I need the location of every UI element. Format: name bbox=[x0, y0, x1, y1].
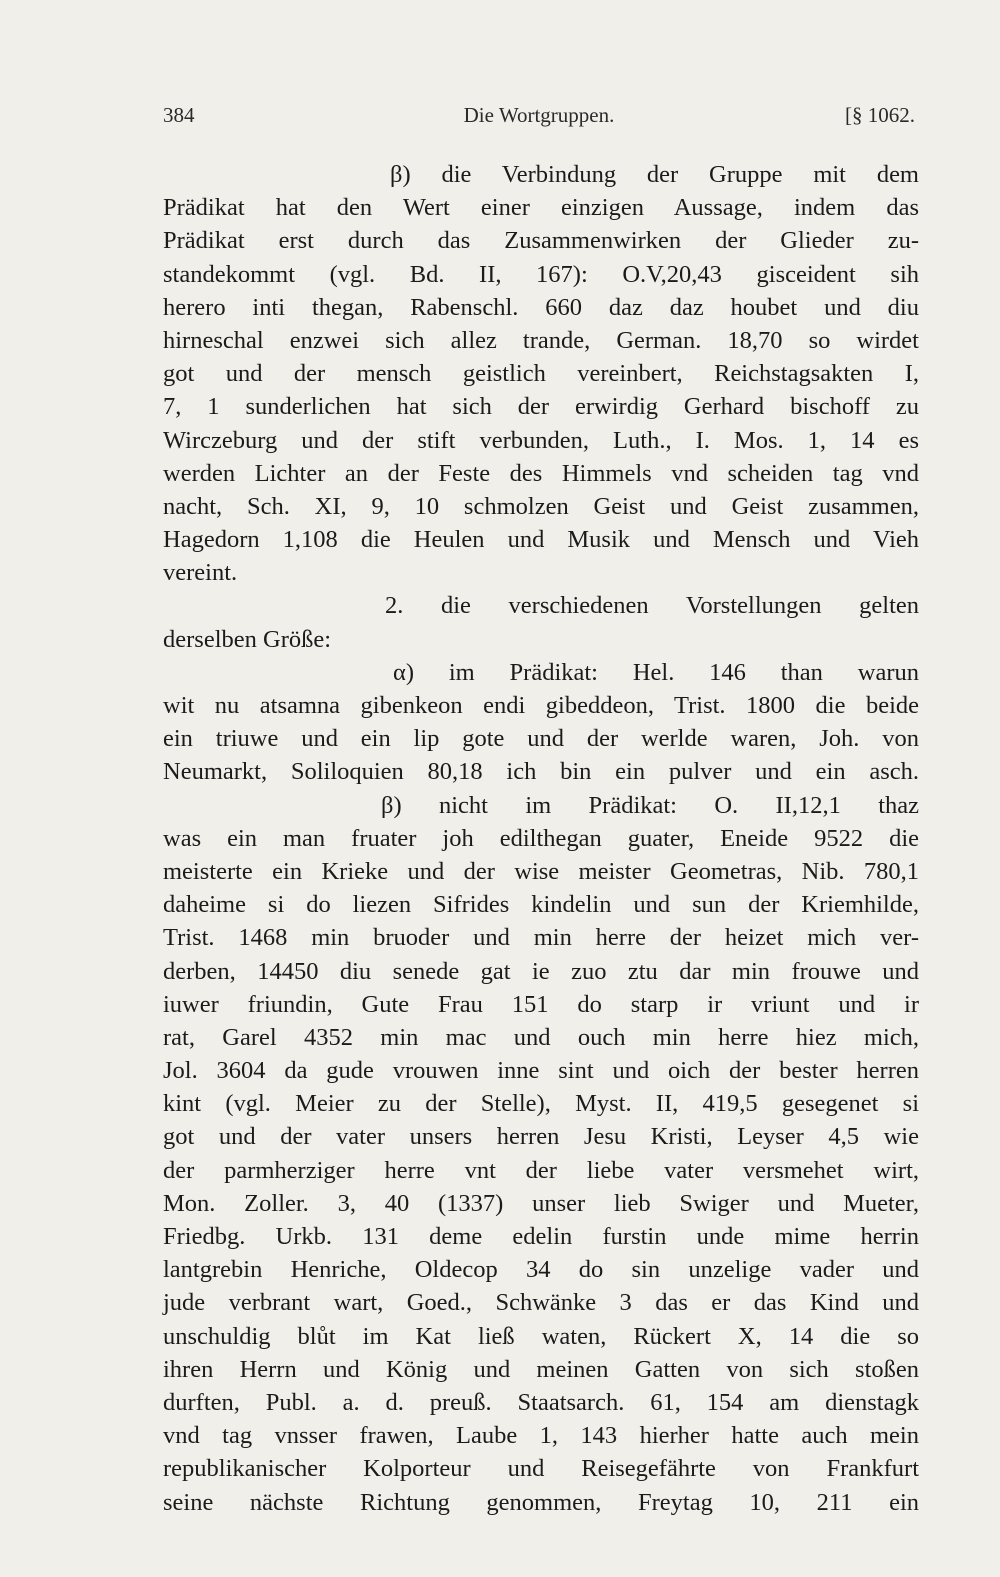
text-line: lantgrebin Henriche, Oldecop 34 do sin unzelige vader und bbox=[163, 1256, 919, 1284]
text-line: seine nächste Richtung genommen, Freytag 10, 211 ein bbox=[163, 1488, 919, 1516]
text-line: standekommt (vgl. Bd. II, 167): O.V,20,43 gisceident sih bbox=[163, 260, 919, 288]
text-line: got und der mensch geistlich vereinbert, Reichstagsakten I, bbox=[163, 360, 919, 388]
text-line: 7, 1 sunderlichen hat sich der erwirdig Gerhard bischoff zu bbox=[163, 393, 919, 421]
text-line: herero inti thegan, Rabenschl. 660 daz daz houbet und diu bbox=[163, 293, 919, 321]
text-line: β) nicht im Prädikat: O. II,12,1 thaz bbox=[381, 791, 919, 819]
text-line: Mon. Zoller. 3, 40 (1337) unser lieb Swiger und Mueter, bbox=[163, 1189, 919, 1217]
text-line: republikanischer Kolporteur und Reisegefährte von Frankfurt bbox=[163, 1455, 919, 1483]
text-line: daheime si do liezen Sifrides kindelin und sun der Kriemhilde, bbox=[163, 891, 919, 919]
text-line: vereint. bbox=[163, 559, 238, 587]
text-line: α) im Prädikat: Hel. 146 than warun bbox=[393, 658, 919, 686]
text-line: ihren Herrn und König und meinen Gatten von sich stoßen bbox=[163, 1355, 919, 1383]
section-number: [§ 1062. bbox=[845, 103, 915, 127]
text-line: got und der vater unsers herren Jesu Kristi, Leyser 4,5 wie bbox=[163, 1123, 919, 1151]
page-number: 384 bbox=[163, 103, 195, 127]
text-line: 2. die verschiedenen Vorstellungen gelten bbox=[385, 592, 919, 620]
body-text bbox=[163, 158, 919, 1519]
text-line: nacht, Sch. XI, 9, 10 schmolzen Geist und Geist zusammen, bbox=[163, 492, 919, 520]
text-line: rat, Garel 4352 min mac und ouch min herre hiez mich, bbox=[163, 1023, 919, 1051]
text-line: der parmherziger herre vnt der liebe vater versmehet wirt, bbox=[163, 1156, 919, 1184]
text-line: durften, Publ. a. d. preuß. Staatsarch. 61, 154 am dienstagk bbox=[163, 1388, 919, 1416]
text-line: Wirczeburg und der stift verbunden, Luth., I. Mos. 1, 14 es bbox=[163, 426, 919, 454]
running-title: Die Wortgruppen. bbox=[463, 103, 615, 127]
text-line: Friedbg. Urkb. 131 deme edelin furstin unde mime herrin bbox=[163, 1223, 919, 1250]
text-line: vnd tag vnsser frawen, Laube 1, 143 hierher hatte auch mein bbox=[163, 1422, 919, 1450]
text-line: Neumarkt, Soliloquien 80,18 ich bin ein pulver und ein asch. bbox=[163, 758, 919, 786]
text-line: Jol. 3604 da gude vrouwen inne sint und oich der bester herren bbox=[163, 1057, 919, 1085]
text-line: β) die Verbindung der Gruppe mit dem bbox=[390, 161, 919, 188]
text-line: werden Lichter an der Feste des Himmels vnd scheiden tag vnd bbox=[163, 459, 919, 487]
text-line: derselben Größe: bbox=[163, 625, 332, 653]
text-line: kint (vgl. Meier zu der Stelle), Myst. II, 419,5 gesegenet si bbox=[163, 1090, 919, 1118]
text-line: ein triuwe und ein lip gote und der werlde waren, Joh. von bbox=[163, 725, 919, 753]
text-line: Trist. 1468 min bruoder und min herre der heizet mich ver- bbox=[163, 924, 919, 952]
text-line: derben, 14450 diu senede gat ie zuo ztu dar min frouwe und bbox=[163, 957, 919, 985]
text-line: was ein man fruater joh edilthegan guater, Eneide 9522 die bbox=[163, 824, 919, 852]
text-line: iuwer friundin, Gute Frau 151 do starp ir vriunt und ir bbox=[163, 990, 919, 1018]
text-line: unschuldig blůt im Kat ließ waten, Rückert X, 14 die so bbox=[163, 1322, 919, 1350]
text-line: Hagedorn 1,108 die Heulen und Musik und Mensch und Vieh bbox=[163, 526, 919, 554]
text-line: meisterte ein Krieke und der wise meister Geometras, Nib. 780,1 bbox=[163, 857, 919, 885]
text-line: Prädikat hat den Wert einer einzigen Aussage, indem das bbox=[163, 194, 919, 222]
text-line: jude verbrant wart, Goed., Schwänke 3 das er das Kind und bbox=[163, 1289, 919, 1317]
text-line: Prädikat erst durch das Zusammenwirken der Glieder zu- bbox=[163, 227, 919, 255]
text-line: wit nu atsamna gibenkeon endi gibeddeon, Trist. 1800 die beide bbox=[163, 692, 919, 719]
text-line: hirneschal enzwei sich allez trande, German. 18,70 so wirdet bbox=[163, 326, 919, 354]
